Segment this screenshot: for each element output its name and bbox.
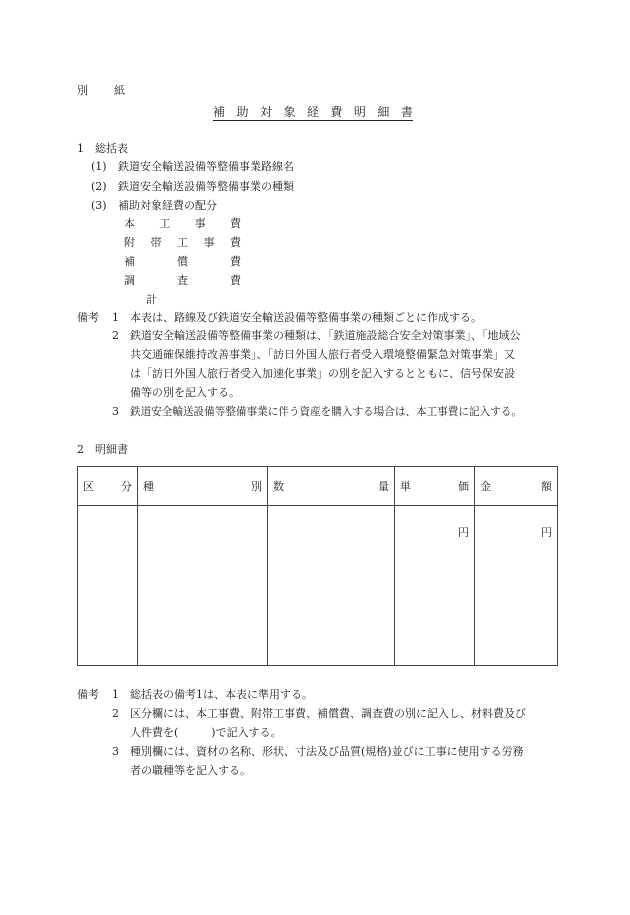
notes1-label: 備考 — [77, 311, 99, 324]
notes2-label: 備考 — [77, 688, 99, 701]
section2-heading: 2 明細書 — [77, 443, 128, 456]
note-line: 総括表の備考1は、本表に準用する。 — [130, 688, 313, 701]
cost-item: 補 償 費 — [124, 255, 241, 268]
note-line: 鉄道安全輸送設備等整備事業の種類は、「鉄道施設総合安全対策事業」、「地域公 — [130, 329, 521, 342]
cell-type — [138, 506, 268, 666]
yen-unit: 円 — [541, 526, 552, 539]
attachment-label — [77, 84, 125, 98]
section1-heading: 1 総括表 — [77, 142, 128, 155]
table-row — [78, 506, 558, 666]
section1-item-text: 鉄道安全輸送設備等整備事業の種類 — [118, 180, 294, 193]
column-header-amount: 金 額 — [475, 467, 558, 506]
attachment-char: 紙 — [114, 84, 125, 97]
note-line: は「訪日外国人旅行者受入加速化事業」の別を記入するとともに、信号保安設 — [130, 367, 515, 380]
table-header-row — [78, 467, 558, 506]
cost-item: 附 帯 工 事 費 — [124, 236, 241, 249]
detail-table — [77, 466, 558, 666]
document-title: 補 助 対 象 経 費 明 細 書 — [213, 105, 413, 119]
section1-item-num: (1) — [91, 160, 107, 173]
note-line: 種別欄には、資材の名称、形状、寸法及び品質(規格)並びに工事に使用する労務 — [130, 745, 524, 758]
note-line: 共交通確保維持改善事業」、「訪日外国人旅行者受入環境整備緊急対策事業」又 — [130, 348, 515, 361]
section1-item-num: (3) — [91, 199, 107, 212]
note-num: 3 — [112, 745, 119, 758]
yen-unit: 円 — [458, 526, 469, 539]
cost-total: 計 — [146, 293, 157, 306]
section1-item-num: (2) — [91, 180, 107, 193]
cell-unit-price — [395, 506, 475, 666]
column-header-type: 種 別 — [138, 467, 268, 506]
section1-item-text: 補助対象経費の配分 — [118, 199, 217, 212]
note-line: 備等の別を記入する。 — [130, 386, 240, 399]
section1-item-text: 鉄道安全輸送設備等整備事業路線名 — [118, 160, 294, 173]
note-line: 本表は、路線及び鉄道安全輸送設備等整備事業の種類ごとに作成する。 — [130, 311, 482, 324]
note-num: 1 — [112, 688, 119, 701]
note-line: 人件費を( )で記入する。 — [130, 726, 282, 739]
note-line: 鉄道安全輸送設備等整備事業に伴う資産を購入する場合は、本工事費に記入する。 — [130, 406, 522, 418]
note-line: 区分欄には、本工事費、附帯工事費、補償費、調査費の別に記入し、材料費及び — [130, 707, 526, 720]
note-num: 1 — [112, 311, 119, 324]
cost-item: 本 工 事 費 — [124, 217, 241, 230]
cell-amount — [475, 506, 558, 666]
cell-quantity — [268, 506, 395, 666]
column-header-quantity: 数 量 — [268, 467, 395, 506]
column-header-category: 区 分 — [78, 467, 138, 506]
column-header-unit-price: 単 価 — [395, 467, 475, 506]
note-num: 2 — [112, 329, 119, 342]
note-line: 者の職種等を記入する。 — [130, 764, 251, 777]
cell-category — [78, 506, 138, 666]
cost-item: 調 査 費 — [124, 274, 241, 287]
attachment-char: 別 — [77, 84, 88, 97]
note-num: 3 — [112, 405, 119, 418]
note-num: 2 — [112, 707, 119, 720]
